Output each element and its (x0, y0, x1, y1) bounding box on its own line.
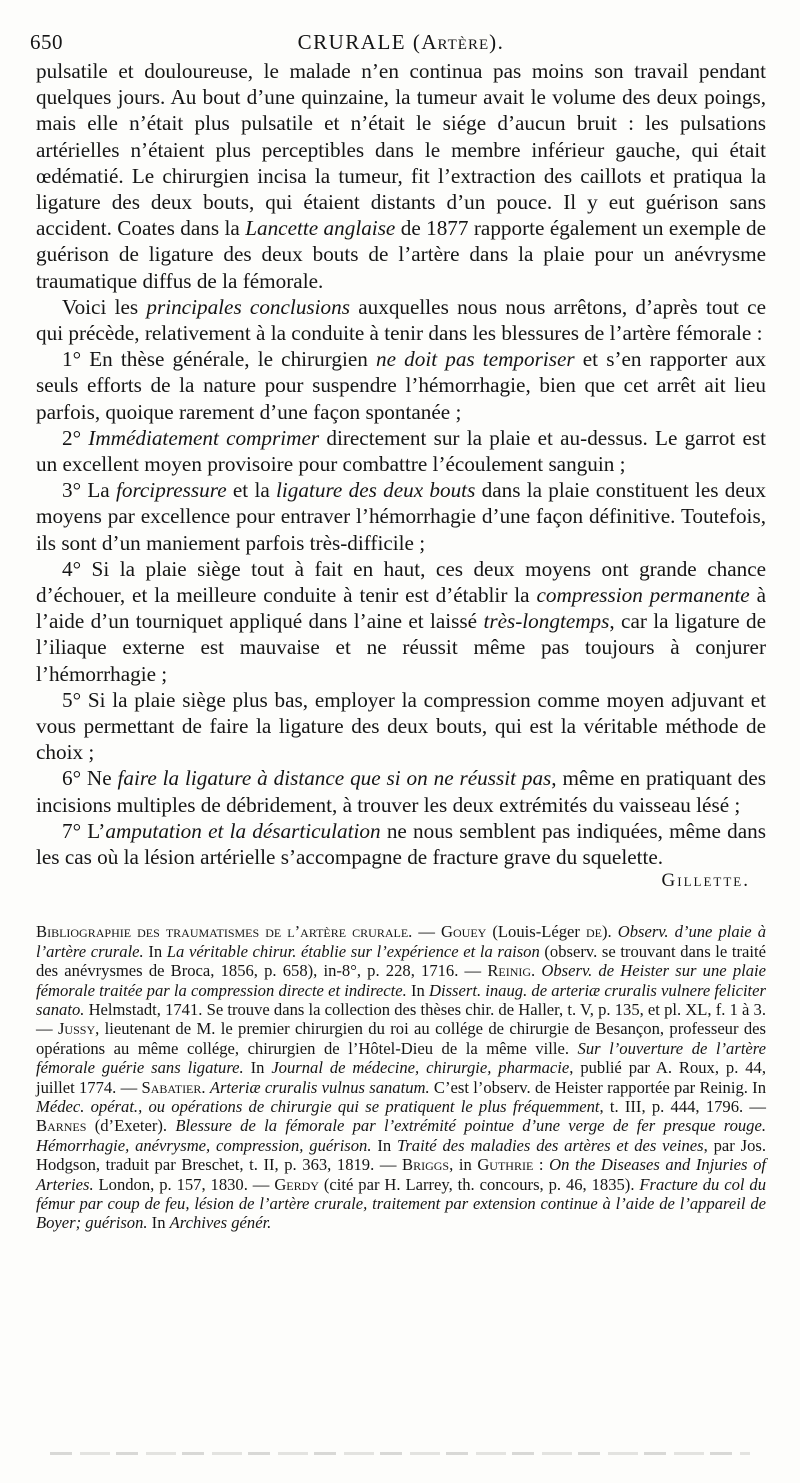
text-run: , in (449, 1155, 478, 1175)
text-run: ). (602, 922, 618, 942)
text-run: In (143, 941, 167, 961)
text-run: 7° L’ (62, 818, 106, 843)
text-run: , par Jos. Hodgson, traduit par Breschet, t. II, p. 363, 1819. — (36, 1135, 766, 1175)
paragraph-case-continuation (36, 58, 766, 294)
italic-run: amputation et la désarticulation (105, 818, 381, 843)
author-name: Sabatier. (141, 1077, 206, 1097)
author-name: Gouey (441, 922, 487, 942)
italic-run: Observ. d’une plaie à l’artère crurale. (36, 922, 767, 961)
text-run: , lieutenant de M. le premier chirurgien du roi au collége de chirurgie de Besançon, professeur des opérations au même collége, chirurgien de l’Hôtel-Dieu de la même ville. (36, 1019, 766, 1058)
text-run: — (412, 922, 442, 942)
text-run: London, p. 157, 1830. — (93, 1174, 275, 1194)
italic-run: Observ. de Heister sur une plaie fémorale traitée par la compression directe et indirecte. (36, 961, 766, 1000)
conclusion-item-2 (36, 425, 766, 477)
author-name: Gerdy (274, 1174, 319, 1194)
running-head (36, 30, 766, 55)
paragraph-conclusions-intro (36, 294, 766, 346)
text-run: 1° En thèse générale, le chirurgien (62, 347, 376, 372)
page-number: 650 (30, 30, 63, 54)
text-run: In (147, 1213, 170, 1233)
italic-run: La véritable chirur. établie sur l’expérience et la raison (166, 941, 540, 961)
italic-run: On the Diseases and Injuries of Arteries. (36, 1155, 766, 1194)
conclusion-item-5 (36, 687, 766, 766)
text-run: In (243, 1058, 272, 1078)
text-run: directement sur la plaie et au-dessus. Le garrot est un excellent moyen provisoire pour combattre l’écoulement sanguin ; (36, 425, 766, 477)
text-run: de 1877 rapporte également un exemple de guérison de ligature des deux bouts de l’artère dans la plaie pour un anévrysme traumatique diffus de la fémorale. (36, 216, 766, 293)
author-name: Guthrie (477, 1155, 534, 1175)
italic-run: Dissert. inaug. de arteriæ cruralis vulnere feliciter sanato. (36, 980, 766, 1019)
text-run: : (533, 1155, 550, 1175)
italic-run: ligature des deux bouts (276, 478, 476, 503)
text-run: (d’Exeter). (86, 1116, 176, 1136)
italic-run: Immédiatement comprimer (88, 425, 320, 450)
text-run: auxquelles nous nous arrêtons, d’après tout ce qui précède, relativement à la conduite à tenir dans les blessures de l’artère fémorale : (36, 294, 766, 346)
text-run: (Louis-Léger (486, 922, 586, 942)
conclusion-item-7 (36, 818, 766, 870)
text-run: 2° (62, 425, 89, 450)
text-run: , même en pratiquant des incisions multiples de débridement, à trouver les deux extrémités du vaisseau lésé ; (36, 766, 766, 817)
conclusion-item-4 (36, 556, 766, 687)
italic-run: Blessure de la fémorale par l’extrémité pointue d’une verge de fer presque rouge. Hémorrhagie, anévrysme, compression, guérison. (36, 1116, 766, 1155)
text-run: In (371, 1135, 398, 1155)
text-run: dans la plaie constituent les deux moyens par excellence pour entraver l’hémorrhagie d’une façon définitive. Toutefois, ils sont d’un maniement parfois très-difficile ; (36, 478, 766, 555)
text-run: In (406, 980, 429, 1000)
author-name: Briggs (402, 1155, 450, 1175)
page-header (30, 26, 766, 58)
text-run: , t. III, p. 444, 1796. — (599, 1096, 766, 1116)
text-run: C’est l’observ. de Heister rapportée par Reinig. In (429, 1077, 766, 1097)
author-name: Barnes (36, 1116, 87, 1136)
running-head-main: CRURALE ( (297, 30, 422, 54)
italic-run: Fracture du col du fémur par coup de feu, lésion de l’artère crurale, traitement par extension continue à l’aide de l’appareil de Boyer; guérison. (36, 1174, 766, 1233)
italic-run: Sur l’ouverture de l’artère fémorale guérie sans ligature. (36, 1038, 766, 1078)
bottom-bleed-through (50, 1452, 750, 1455)
bibliography (36, 922, 766, 1233)
italic-run: Journal de médecine, chirurgie, pharmacie (271, 1058, 570, 1078)
conclusion-item-1 (36, 346, 766, 425)
italic-run: forcipressure (115, 478, 227, 503)
text-run: 4° Si la plaie siège tout à fait en haut, ces deux moyens ont grande chance d’échouer, et la meilleure conduite à tenir est d’établir la (36, 556, 766, 608)
author-name: Reinig. (487, 961, 536, 981)
italic-run: Traité des maladies des artères et des veines (397, 1135, 704, 1155)
italic-run: principales conclusions (146, 294, 350, 319)
running-head-small-caps: Artère (421, 30, 490, 54)
text-run: 6° Ne (62, 766, 118, 791)
italic-run: Lancette anglaise (245, 216, 396, 241)
italic-run: Médec. opérat., ou opérations de chirurgie qui se pratiquent le plus fréquemment (36, 1096, 600, 1116)
author-signature: Gillette. (661, 870, 750, 892)
conclusion-item-6 (36, 765, 766, 817)
author-name: de (586, 922, 602, 942)
italic-run: Arteriæ cruralis vulnus sanatum. (209, 1077, 430, 1097)
italic-run: compression permanente (536, 583, 750, 608)
text-run: Helmstadt, 1741. Se trouve dans la collection des thèses chir. de Haller, t. V, p. 135, et pl. XL, f. 1 à 3. — (36, 999, 766, 1039)
text-run: , car la ligature de l’iliaque externe est mauvaise et ne réussit même pas toujours à conjurer l’hémorrhagie ; (36, 609, 766, 686)
italic-run: Archives génér. (169, 1213, 272, 1233)
text-run: et s’en rapporter aux seuls efforts de la nature pour suspendre l’hémorrhagie, bien que cet arrêt ait lieu parfois, quoique rarement d’une façon spontanée ; (36, 347, 767, 424)
text-run: 5° Si la plaie siège plus bas, employer la compression comme moyen adjuvant et vous permettant de faire la ligature des deux bouts, qui est la véritable méthode de choix ; (36, 687, 766, 765)
text-run: (cité par H. Larrey, th. concours, p. 46, 1835). (318, 1174, 640, 1194)
italic-run: faire la ligature à distance que si on ne réussit pas (117, 766, 552, 791)
bibliography-paragraph (36, 922, 766, 1233)
text-run: , publié par A. Roux, p. 44, juillet 1774. — (36, 1058, 766, 1097)
text-run: et la (226, 478, 277, 503)
text-run: Voici les (62, 294, 147, 319)
italic-run: très-longtemps (483, 609, 610, 634)
text-run: à l’aide d’un tourniquet appliqué dans l’aine et laissé (36, 583, 767, 634)
italic-run: ne doit pas temporiser (376, 347, 575, 372)
bibliography-heading: Bibliographie des traumatismes de l’artère crurale. (36, 922, 413, 942)
author-name: Jussy (57, 1019, 96, 1039)
conclusion-item-3 (36, 477, 766, 556)
text-run: ne nous semblent pas indiquées, même dans les cas où la lésion artérielle s’accompagne de fracture grave du squelette. (36, 818, 766, 870)
body-text (36, 58, 766, 870)
book-page (30, 26, 767, 1233)
text-run: (observ. se trouvant dans le traité des anévrysmes de Broca, 1856, p. 658), in-8°, p. 228, 1716. — (36, 941, 766, 981)
running-head-end: ). (489, 30, 505, 54)
text-run: pulsatile et douloureuse, le malade n’en continua pas moins son travail pendant quelques jours. Au bout d’une quinzaine, la tumeur avait le volume des deux poings, mais elle n’était plus pulsatile et n’était le siége d’aucun bruit : les pulsations artérielles n’étaient plus perceptibles dans le membre inférieur gauche, qui était œdématié. Le chirurgien incisa la tumeur, fit l’extraction des caillots et pratiqua la ligature des deux bouts, qui étaient distants d’un pouce. Il y eut guérison sans accident. Coates dans la (36, 59, 766, 241)
text-run: 3° La (62, 478, 116, 503)
